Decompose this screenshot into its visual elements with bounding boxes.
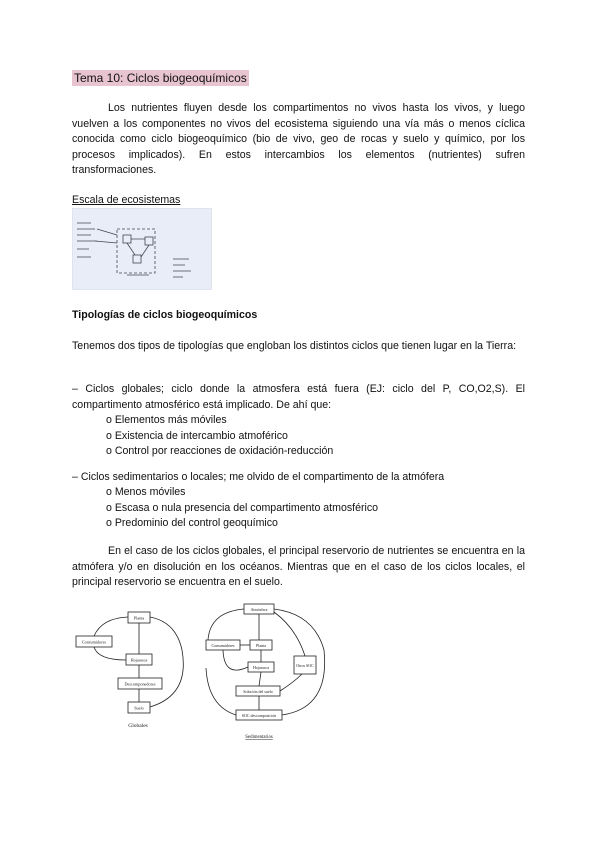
list-item: o Existencia de intercambio atmoférico xyxy=(106,429,288,442)
whiteboard-sketch xyxy=(73,209,211,289)
list-item: o Elementos más móviles xyxy=(106,414,227,426)
box-label: SOC descomposición xyxy=(241,713,277,718)
local-cycles-list xyxy=(106,485,378,532)
local-cycles-text: – Ciclos sedimentarios o locales; me olvido de el compartimento de la atmófera xyxy=(72,471,445,483)
list-item: o Escasa o nula presencia del compartimento atmosférico xyxy=(106,501,379,514)
list-item: o Menos móviles xyxy=(106,486,186,498)
conclusion-paragraph: En el caso de los ciclos globales, el principal reservorio de nutrientes se encuentra en la atmófera y/o en disolución en los océanos. Mientras que en el caso de los ciclos locales, el principal reservorio se encuentra en el suelo. xyxy=(72,545,525,588)
page-title: Tema 10: Ciclos biogeoquímicos xyxy=(74,71,247,85)
box-label: Otros SOC xyxy=(296,663,314,668)
global-cycles-list xyxy=(106,413,333,460)
local-cycle-diagram xyxy=(202,598,332,743)
diagram-caption: Sedimentarios xyxy=(245,735,273,740)
scale-heading: Escala de ecosistemas xyxy=(72,194,181,206)
box-label: Hojarasca xyxy=(130,657,148,663)
box-label: Suelo xyxy=(134,705,144,711)
types-heading: Tipologías de ciclos biogeoquímicos xyxy=(72,309,258,321)
list-item: o Control por reacciones de oxidación-reducción xyxy=(106,445,334,457)
global-cycles-text: – Ciclos globales; ciclo donde la atmosfera está fuera (EJ: ciclo del P, CO,O2,S). El compartimento atmosférico está implicado. De ahí que: xyxy=(72,383,525,411)
box-label: Atmósfera xyxy=(250,607,268,612)
box-label: Solución del suelo xyxy=(243,689,273,694)
diagram-caption: Globales xyxy=(128,723,148,729)
list-item: o Predominio del control geoquímico xyxy=(106,517,278,529)
box-label: Hojarasca xyxy=(253,665,269,670)
box-label: Consumidores xyxy=(81,639,107,645)
whiteboard-photo xyxy=(72,208,212,290)
types-intro: Tenemos dos tipos de tipologías que engloban los distintos ciclos que tienen lugar en la Tierra: xyxy=(72,340,517,352)
intro-paragraph: Los nutrientes fluyen desde los compartimentos no vivos hasta los vivos, y luego vuelven a los componentes no vivos del ecosistema siguiendo una vía más o menos cíclica conocida como ciclo biogeoquímico (bio de vivo, geo de rocas y suelo y químico, por los procesos implicados). En estos intercambios los elementos (nutrientes) sufren transformaciones. xyxy=(72,102,525,176)
global-cycle-diagram xyxy=(72,600,192,740)
box-label: Consumidores xyxy=(211,643,235,648)
box-label: Planta xyxy=(256,643,266,648)
box-label: Descomponedores xyxy=(124,681,156,687)
box-label: Planta xyxy=(133,615,145,621)
